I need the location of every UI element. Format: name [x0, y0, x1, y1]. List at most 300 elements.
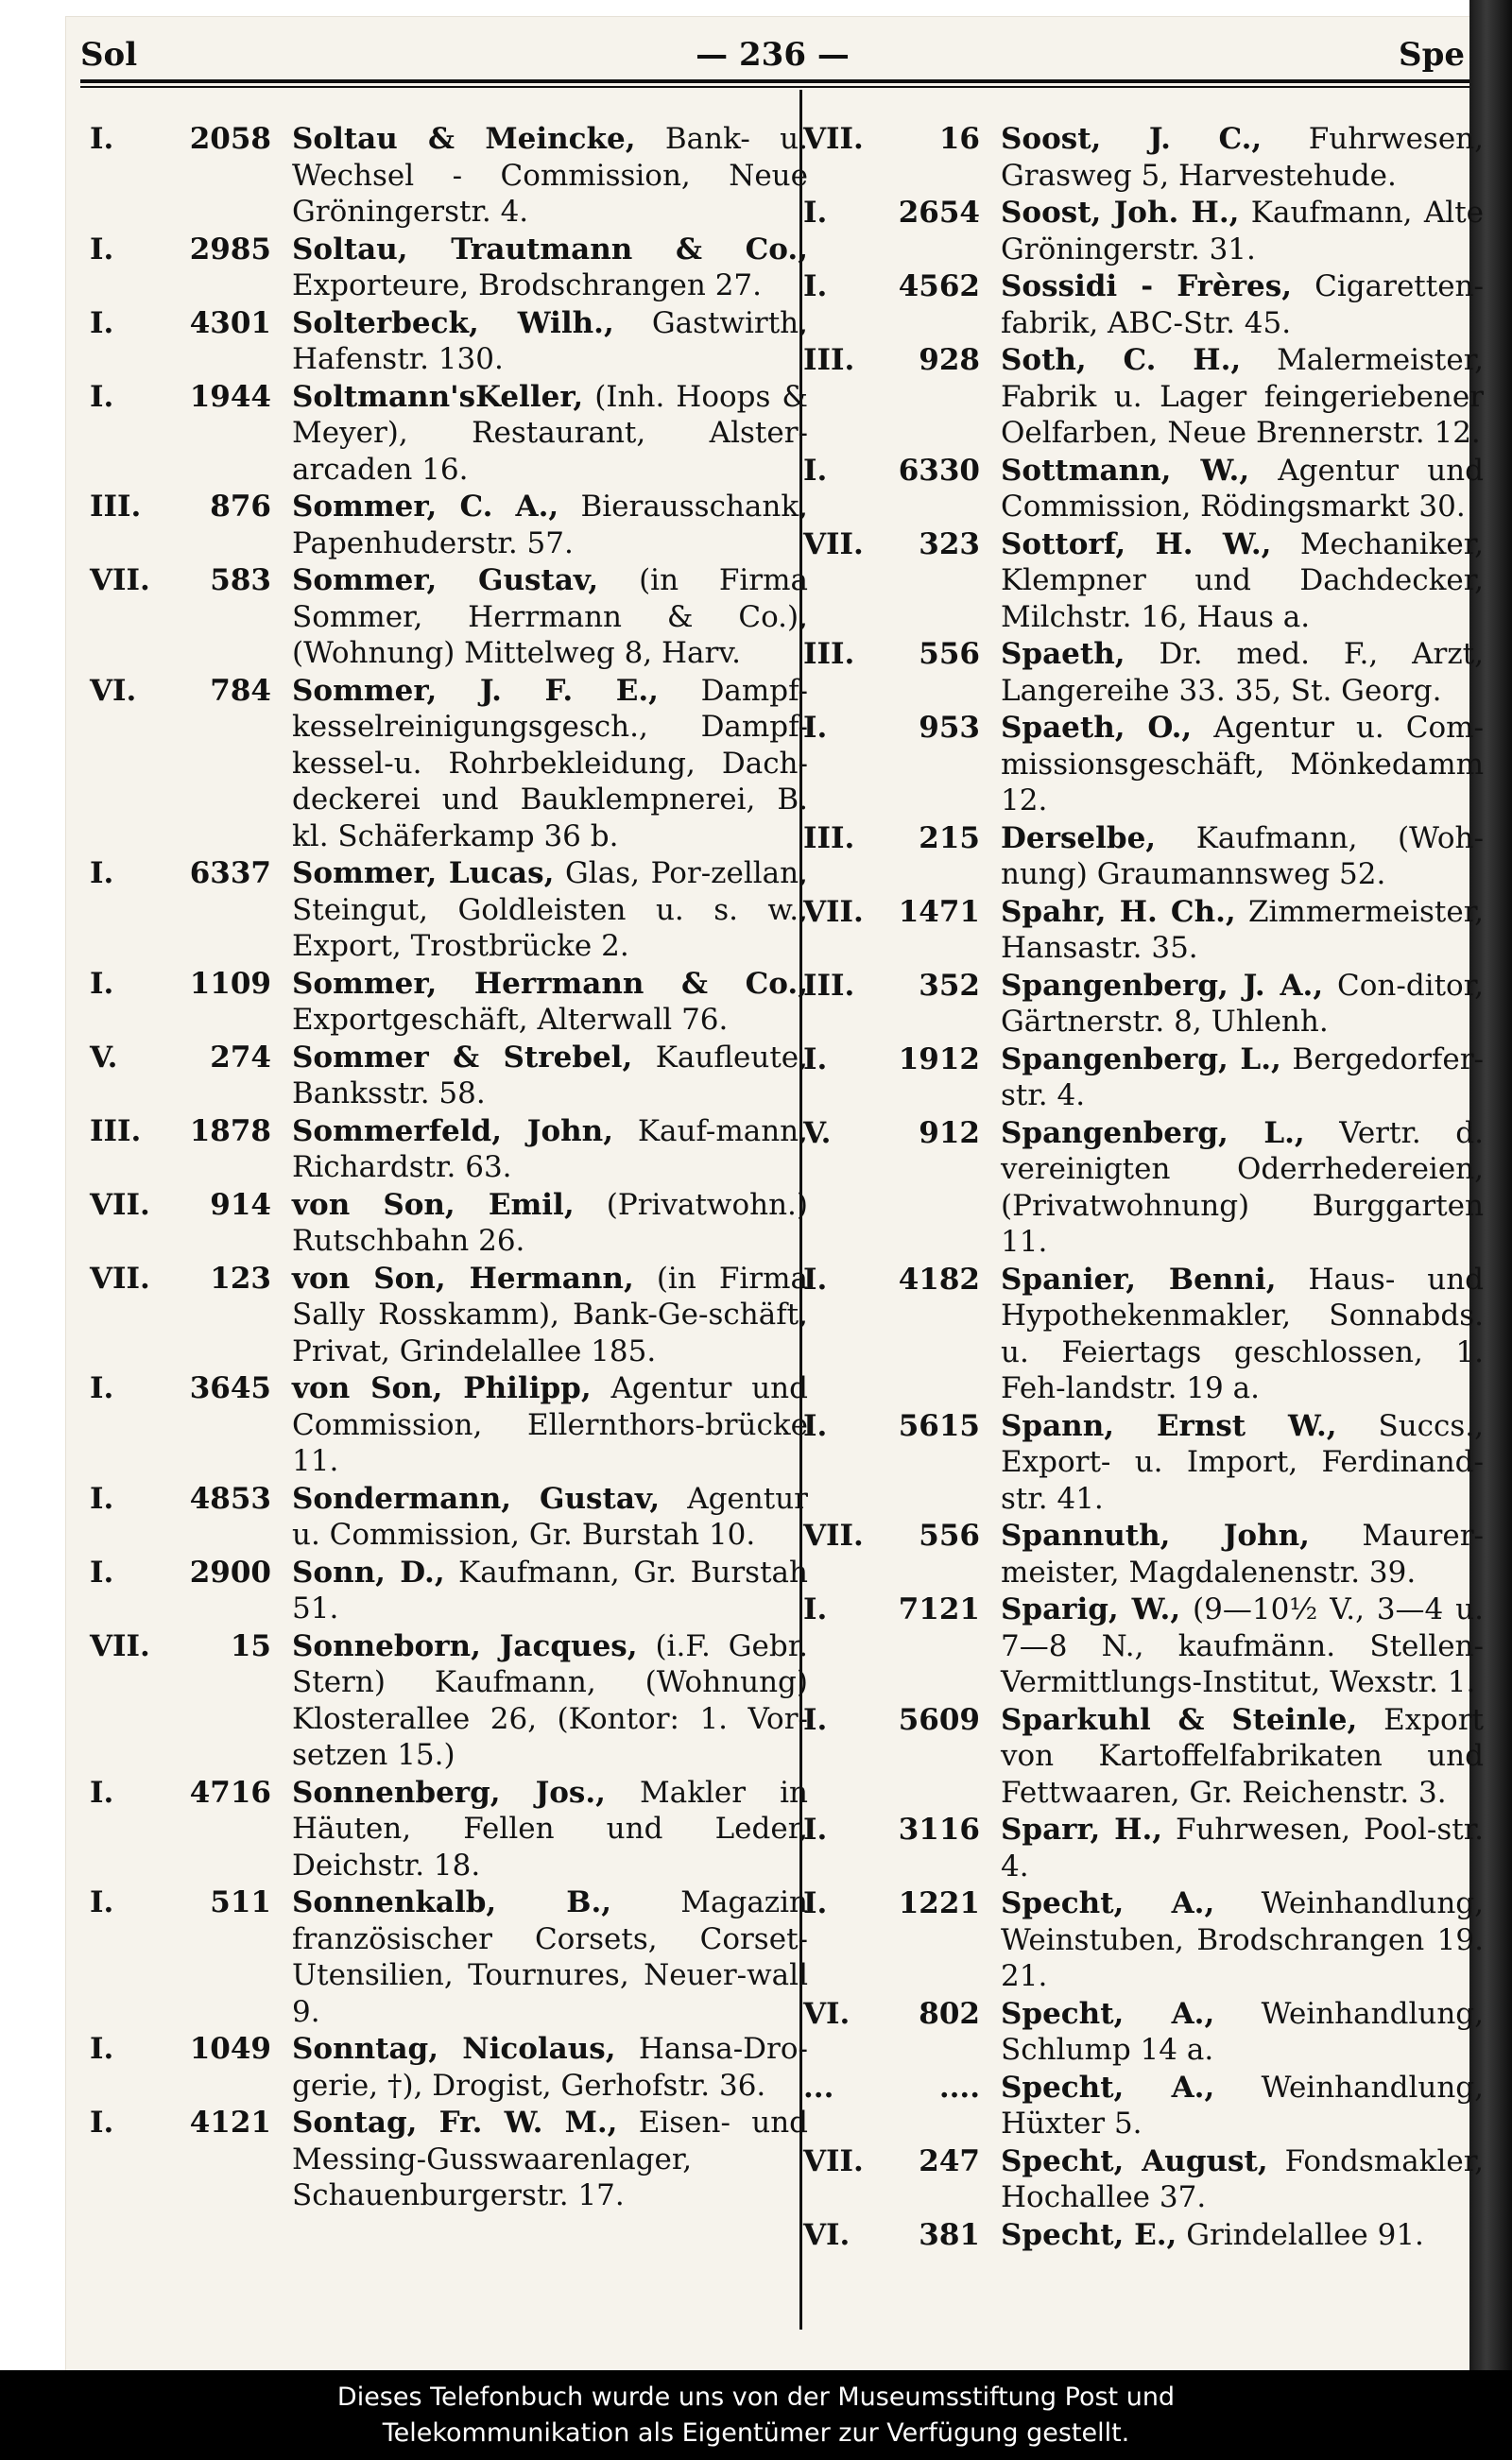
- directory-entry: [803, 195, 1484, 267]
- phone-number: [803, 453, 988, 525]
- entry-text: [988, 1885, 1484, 1995]
- footer-line-1: Dieses Telefonbuch wurde uns von der Museumsstiftung Post und: [336, 2383, 1176, 2412]
- directory-entry: [803, 2217, 1484, 2254]
- subscriber-details: Bierausschank, Papenhuderstr. 57.: [292, 490, 808, 560]
- subscriber-details: Export von Kartoffelfabrikaten und Fettwaaren, Gr. Reichenstr. 3.: [1001, 1702, 1484, 1810]
- exchange-district: I.: [90, 2106, 114, 2140]
- exchange-district: V.: [90, 1040, 118, 1075]
- exchange-district: VI.: [803, 2217, 850, 2252]
- line-number: 352: [919, 968, 980, 1003]
- subscriber-name: Sonnenkalb, B.,: [292, 1885, 612, 1919]
- exchange-district: VII.: [90, 563, 150, 597]
- directory-entry: [803, 1812, 1484, 1884]
- entry-text: [279, 121, 808, 231]
- line-number: 953: [919, 711, 980, 745]
- subscriber-details: Vertr. d. vereinigten Oderrhedereien, (Privatwohnung) Burggarten 11.: [1001, 1115, 1484, 1259]
- entry-text: [279, 232, 808, 304]
- line-number: 912: [919, 1115, 980, 1150]
- line-number: 4301: [189, 305, 271, 340]
- subscriber-details: Kaufmann, Alte Gröningerstr. 31.: [1001, 196, 1484, 267]
- subscriber-details: (in Firma Sommer, Herrmann & Co.), (Wohnung) Mittelweg 8, Harv.: [292, 563, 809, 670]
- line-number: 15: [230, 1628, 271, 1663]
- subscriber-name: Sparig, W.,: [1001, 1592, 1181, 1626]
- entry-text: [279, 2031, 808, 2104]
- directory-entry: [80, 232, 808, 304]
- line-number: 2900: [189, 1555, 271, 1590]
- entry-text: [279, 1628, 808, 1774]
- directory-entry: [80, 855, 808, 965]
- phone-number: [80, 1884, 279, 2030]
- phone-number: [80, 1555, 279, 1627]
- line-number: 1049: [189, 2032, 271, 2066]
- directory-entry: [803, 121, 1484, 194]
- subscriber-name: Sonntag, Nicolaus,: [292, 2032, 616, 2066]
- exchange-district: I.: [90, 2032, 114, 2066]
- subscriber-details: Gastwirth, Hafenstr. 130.: [292, 305, 808, 376]
- line-number: 5609: [898, 1702, 980, 1737]
- exchange-district: I.: [90, 856, 114, 890]
- exchange-district: VII.: [803, 122, 864, 156]
- subscriber-details: Cigaretten-fabrik, ABC-Str. 45.: [1001, 269, 1484, 340]
- header-right-keyword: Spe: [1399, 36, 1465, 74]
- line-number: 1944: [189, 379, 271, 414]
- directory-entry: [80, 562, 808, 672]
- subscriber-details: Agentur u. Commission, Gr. Burstah 10.: [292, 1481, 808, 1552]
- directory-entry: [80, 2105, 808, 2214]
- subscriber-details: Malermeister, Fabrik u. Lager feingeriebener Oelfarben, Neue Brennerstr. 12.: [1001, 343, 1484, 450]
- directory-entry: [803, 968, 1484, 1041]
- entry-text: [279, 305, 808, 378]
- header-rule: [80, 79, 1469, 83]
- subscriber-details: Fuhrwesen, Grasweg 5, Harvestehude.: [1001, 122, 1484, 193]
- directory-entry: [803, 2070, 1484, 2142]
- subscriber-details: Maurer-meister, Magdalenenstr. 39.: [1001, 1519, 1484, 1590]
- line-number: 323: [919, 526, 980, 561]
- subscriber-name: Sondermann, Gustav,: [292, 1481, 661, 1516]
- exchange-district: I.: [803, 1041, 828, 1076]
- exchange-district: VII.: [90, 1628, 150, 1663]
- directory-entry: [803, 526, 1484, 636]
- exchange-district: I.: [803, 453, 828, 488]
- exchange-district: I.: [803, 1813, 828, 1847]
- subscriber-name: Sottmann, W.,: [1001, 453, 1250, 488]
- exchange-district: I.: [90, 232, 114, 267]
- line-number: 4716: [189, 1775, 271, 1810]
- directory-entry: [80, 673, 808, 855]
- line-number: 784: [210, 673, 271, 708]
- phone-number: [803, 2070, 988, 2142]
- subscriber-name: Specht, August,: [1001, 2143, 1268, 2178]
- subscriber-details: (Privatwohn.) Rutschbahn 26.: [292, 1187, 808, 1258]
- subscriber-name: Solterbeck, Wilh.,: [292, 305, 614, 340]
- entry-text: [988, 2070, 1484, 2142]
- exchange-district: I.: [90, 122, 114, 156]
- phone-number: [803, 1041, 988, 1114]
- exchange-district: I.: [803, 1702, 828, 1737]
- phone-number: [80, 1775, 279, 1884]
- exchange-district: III.: [803, 637, 855, 671]
- phone-number: [803, 195, 988, 267]
- subscriber-name: Sontag, Fr. W. M.,: [292, 2106, 618, 2140]
- exchange-district: I.: [90, 966, 114, 1001]
- directory-entry: [80, 1775, 808, 1884]
- phone-number: [80, 1113, 279, 1186]
- subscriber-name: Spahr, H. Ch.,: [1001, 894, 1236, 929]
- phone-number: [803, 1518, 988, 1591]
- line-number: 123: [210, 1261, 271, 1296]
- line-number: 4182: [898, 1262, 980, 1297]
- subscriber-details: Agentur u. Com-missionsgeschäft, Mönkedamm 12.: [1001, 711, 1485, 817]
- entry-text: [279, 1113, 808, 1186]
- directory-entry: [803, 453, 1484, 525]
- line-number: 2985: [189, 232, 271, 267]
- line-number: 1878: [189, 1113, 271, 1148]
- subscriber-name: Sommerfeld, John,: [292, 1113, 614, 1148]
- subscriber-name: Sonneborn, Jacques,: [292, 1628, 638, 1663]
- entry-text: [988, 968, 1484, 1041]
- subscriber-details: Exportgeschäft, Alterwall 76.: [292, 1003, 729, 1037]
- phone-number: [803, 1996, 988, 2069]
- entry-text: [988, 2217, 1484, 2254]
- exchange-district: VII.: [90, 1261, 150, 1296]
- phone-number: [80, 562, 279, 672]
- exchange-district: I.: [90, 1555, 114, 1590]
- directory-entry: [803, 1996, 1484, 2069]
- exchange-district: I.: [803, 1408, 828, 1443]
- exchange-district: III.: [90, 1113, 142, 1148]
- subscriber-details: Weinhandlung, Schlump 14 a.: [1001, 1996, 1484, 2067]
- subscriber-details: Con-ditor, Gärtnerstr. 8, Uhlenh.: [1001, 968, 1484, 1039]
- phone-number: [803, 2143, 988, 2216]
- subscriber-details: Kaufmann, (Woh-nung) Graumannsweg 52.: [1001, 820, 1484, 891]
- exchange-district: III.: [803, 968, 855, 1003]
- phone-number: [803, 636, 988, 709]
- entry-text: [988, 1041, 1484, 1114]
- directory-entry: [803, 1408, 1484, 1518]
- entry-text: [988, 342, 1484, 452]
- subscriber-name: Sommer, J. F. E.,: [292, 673, 659, 708]
- directory-entry: [80, 1555, 808, 1627]
- subscriber-name: Soltau & Meincke,: [292, 122, 636, 156]
- line-number: 5615: [898, 1408, 980, 1443]
- phone-number: [803, 526, 988, 636]
- subscriber-name: Soth, C. H.,: [1001, 343, 1242, 377]
- line-number: 6330: [898, 453, 980, 488]
- entry-text: [279, 673, 808, 855]
- phone-number: [80, 2105, 279, 2214]
- phone-number: [80, 1628, 279, 1774]
- line-number: 1109: [189, 966, 271, 1001]
- directory-entry: [803, 1262, 1484, 1407]
- phone-number: [803, 342, 988, 452]
- line-number: 556: [919, 637, 980, 671]
- subscriber-details: Magazin französischer Corsets, Corset-Utensilien, Tournures, Neuer-wall 9.: [292, 1885, 809, 2029]
- subscriber-name: von Son, Philipp,: [292, 1371, 592, 1405]
- entry-text: [988, 1115, 1484, 1261]
- entry-text: [279, 855, 808, 965]
- subscriber-name: Spann, Ernst W.,: [1001, 1408, 1337, 1443]
- subscriber-name: Sonn, D.,: [292, 1555, 445, 1590]
- directory-entry: [80, 379, 808, 489]
- directory-entry: [80, 1040, 808, 1112]
- subscriber-details: Agentur und Commission, Rödingsmarkt 30.: [1001, 453, 1484, 524]
- subscriber-details: Haus- und Hypothekenmakler, Sonnabds. u. Feiertags geschlossen, 1. Feh-landstr. 19 a.: [1001, 1262, 1485, 1405]
- subscriber-details: Eisen- und Messing-Gusswaarenlager, Schauenburgerstr. 17.: [292, 2106, 808, 2212]
- directory-entry: [80, 1481, 808, 1554]
- subscriber-name: Sonnenberg, Jos.,: [292, 1775, 606, 1810]
- exchange-district: VI.: [90, 673, 137, 708]
- phone-number: [80, 1261, 279, 1370]
- entry-text: [988, 268, 1484, 341]
- subscriber-details: Bank- u. Wechsel - Commission, Neue Gröningerstr. 4.: [292, 122, 808, 229]
- subscriber-name: Derselbe,: [1001, 820, 1157, 855]
- directory-entry: [80, 1261, 808, 1370]
- subscriber-details: Kauf-mann, Richardstr. 63.: [292, 1113, 808, 1184]
- phone-number: [80, 1040, 279, 1112]
- phone-number: [803, 1262, 988, 1407]
- subscriber-name: Sparkuhl & Steinle,: [1001, 1702, 1358, 1737]
- subscriber-details: Zimmermeister, Hansastr. 35.: [1001, 894, 1484, 965]
- phone-number: [803, 268, 988, 341]
- entry-text: [279, 1775, 808, 1884]
- exchange-district: I.: [90, 1775, 114, 1810]
- subscriber-name: Spangenberg, L.,: [1001, 1115, 1305, 1150]
- directory-entry: [803, 1115, 1484, 1261]
- entry-text: [279, 489, 808, 561]
- line-number: 215: [919, 820, 980, 855]
- subscriber-details: (i.F. Gebr. Stern) Kaufmann, (Wohnung) Klosterallee 26, (Kontor: 1. Vor-setzen 15.): [292, 1628, 808, 1772]
- subscriber-name: Soost, J. C.,: [1001, 122, 1263, 156]
- subscriber-details: Exporteure, Brodschrangen 27.: [292, 268, 762, 302]
- directory-entry: [803, 636, 1484, 709]
- directory-entry: [803, 1885, 1484, 1995]
- subscriber-details: Succs., Export- u. Import, Ferdinand-str. 41.: [1001, 1408, 1484, 1516]
- subscriber-name: Specht, E.,: [1001, 2217, 1177, 2252]
- subscriber-details: Grindelallee 91.: [1186, 2217, 1424, 2252]
- entry-text: [279, 379, 808, 489]
- subscriber-name: Specht, A.,: [1001, 2070, 1215, 2105]
- phone-number: [803, 820, 988, 893]
- phone-number: [80, 855, 279, 965]
- subscriber-name: Spangenberg, L.,: [1001, 1041, 1281, 1076]
- subscriber-details: (Inh. Hoops & Meyer), Restaurant, Alster-arcaden 16.: [292, 379, 808, 487]
- entry-text: [988, 1408, 1484, 1518]
- phone-number: [803, 1115, 988, 1261]
- subscriber-name: Soost, Joh. H.,: [1001, 196, 1240, 230]
- line-number: 2654: [898, 196, 980, 230]
- phone-number: [803, 710, 988, 819]
- subscriber-name: Sommer, Gustav,: [292, 563, 599, 597]
- line-number: 928: [919, 343, 980, 377]
- line-number: 876: [210, 490, 271, 524]
- entry-text: [988, 121, 1484, 194]
- entry-text: [279, 1555, 808, 1627]
- line-number: 381: [919, 2217, 980, 2252]
- directory-entry: [803, 2143, 1484, 2216]
- page-number: — 236 —: [696, 36, 850, 74]
- entry-text: [988, 2143, 1484, 2216]
- entry-text: [988, 1996, 1484, 2069]
- left-column: [80, 121, 808, 2215]
- subscriber-name: Spangenberg, J. A.,: [1001, 968, 1324, 1003]
- entry-text: [988, 894, 1484, 967]
- entry-text: [279, 1040, 808, 1112]
- subscriber-name: Spanier, Benni,: [1001, 1262, 1277, 1297]
- line-number: 583: [210, 563, 271, 597]
- phone-number: [80, 489, 279, 561]
- phone-number: [80, 1481, 279, 1554]
- exchange-district: V.: [803, 1115, 832, 1150]
- subscriber-name: Soltau, Trautmann & Co.,: [292, 232, 808, 267]
- subscriber-name: Specht, A.,: [1001, 1996, 1215, 2031]
- subscriber-details: Kaufleute, Banksstr. 58.: [292, 1040, 808, 1110]
- exchange-district: I.: [803, 196, 828, 230]
- entry-text: [279, 1481, 808, 1554]
- exchange-district: III.: [90, 490, 142, 524]
- directory-entry: [80, 121, 808, 231]
- exchange-district: I.: [90, 1481, 114, 1516]
- subscriber-name: Spaeth,: [1001, 637, 1125, 671]
- header-rule-thin: [80, 86, 1469, 88]
- subscriber-details: Weinhandlung, Hüxter 5.: [1001, 2070, 1484, 2141]
- line-number: 247: [919, 2143, 980, 2178]
- exchange-district: VII.: [803, 894, 864, 929]
- subscriber-details: Dr. med. F., Arzt, Langereihe 33. 35, St. Georg.: [1001, 637, 1484, 708]
- directory-entry: [80, 2031, 808, 2104]
- exchange-district: I.: [90, 1371, 114, 1405]
- entry-text: [988, 636, 1484, 709]
- subscriber-details: Fondsmakler, Hochallee 37.: [1001, 2143, 1484, 2214]
- subscriber-name: Sparr, H.,: [1001, 1813, 1163, 1847]
- line-number: 3645: [189, 1371, 271, 1405]
- footer-line-2: Telekommunikation als Eigentümer zur Verfügung gestellt.: [382, 2418, 1130, 2448]
- phone-number: [803, 1702, 988, 1812]
- phone-number: [803, 968, 988, 1041]
- directory-entry: [803, 710, 1484, 819]
- subscriber-details: Bergedorfer-str. 4.: [1001, 1041, 1484, 1112]
- phone-number: [803, 1885, 988, 1995]
- line-number: 2058: [189, 122, 271, 156]
- directory-entry: [803, 1702, 1484, 1812]
- line-number: 4121: [189, 2106, 271, 2140]
- subscriber-details: Agentur und Commission, Ellernthors-brücke 11.: [292, 1371, 808, 1478]
- entry-text: [279, 562, 808, 672]
- entry-text: [988, 526, 1484, 636]
- phone-number: [80, 1370, 279, 1480]
- subscriber-name: Specht, A.,: [1001, 1886, 1215, 1920]
- subscriber-name: Sommer & Strebel,: [292, 1040, 633, 1075]
- page-header: [80, 30, 1465, 79]
- entry-text: [988, 1702, 1484, 1812]
- line-number: 274: [210, 1040, 271, 1075]
- directory-entry: [80, 1187, 808, 1260]
- phone-number: [803, 894, 988, 967]
- subscriber-details: Hansa-Dro-gerie, †), Drogist, Gerhofstr. 36.: [292, 2032, 808, 2103]
- phone-number: [803, 121, 988, 194]
- subscriber-name: Spaeth, O.,: [1001, 711, 1193, 745]
- subscriber-details: Fuhrwesen, Pool-str. 4.: [1001, 1813, 1484, 1884]
- directory-entry: [80, 489, 808, 561]
- line-number: 802: [919, 1996, 980, 2031]
- directory-entry: [80, 305, 808, 378]
- entry-text: [279, 1261, 808, 1370]
- entry-text: [988, 710, 1484, 819]
- subscriber-details: Makler in Häuten, Fellen und Leder, Deichstr. 18.: [292, 1775, 808, 1883]
- exchange-district: VII.: [803, 1519, 864, 1553]
- exchange-district: III.: [803, 343, 855, 377]
- line-number: 1912: [898, 1041, 980, 1076]
- entry-text: [988, 820, 1484, 893]
- entry-text: [988, 1591, 1484, 1701]
- subscriber-details: Mechaniker, Klempner und Dachdecker, Milchstr. 16, Haus a.: [1001, 526, 1484, 634]
- exchange-district: III.: [803, 820, 855, 855]
- right-column: [803, 121, 1484, 2254]
- line-number: 511: [210, 1885, 271, 1919]
- directory-entry: [80, 1370, 808, 1480]
- entry-text: [279, 966, 808, 1039]
- entry-text: [988, 453, 1484, 525]
- subscriber-name: Sommer, C. A.,: [292, 490, 559, 524]
- line-number: 3116: [898, 1813, 980, 1847]
- directory-entry: [803, 1041, 1484, 1114]
- exchange-district: VII.: [803, 526, 864, 561]
- directory-entry: [803, 894, 1484, 967]
- exchange-district: I.: [803, 1886, 828, 1920]
- subscriber-details: Weinhandlung, Weinstuben, Brodschrangen 19. 21.: [1001, 1886, 1484, 1993]
- line-number: 1471: [898, 894, 980, 929]
- phone-number: [803, 1812, 988, 1884]
- directory-entry: [803, 268, 1484, 341]
- line-number: 4853: [189, 1481, 271, 1516]
- exchange-district: I.: [803, 1262, 828, 1297]
- phone-number: [80, 1187, 279, 1260]
- exchange-district: I.: [803, 1592, 828, 1626]
- subscriber-name: Sossidi - Frères,: [1001, 269, 1293, 303]
- footer-notice: [0, 2370, 1512, 2460]
- line-number: 16: [938, 122, 980, 156]
- directory-entry: [80, 966, 808, 1039]
- phone-number: [80, 2031, 279, 2104]
- exchange-district: VI.: [803, 1996, 850, 2031]
- subscriber-details: Kaufmann, Gr. Burstah 51.: [292, 1555, 808, 1626]
- entry-text: [988, 195, 1484, 267]
- directory-entry: [80, 1628, 808, 1774]
- exchange-district: I.: [90, 379, 114, 414]
- exchange-district: I.: [803, 269, 828, 303]
- line-number: 4562: [898, 269, 980, 303]
- line-number: 556: [919, 1519, 980, 1553]
- exchange-district: VII.: [803, 2143, 864, 2178]
- phone-number: [80, 673, 279, 855]
- subscriber-name: von Son, Emil,: [292, 1187, 575, 1222]
- entry-text: [279, 1884, 808, 2030]
- entry-text: [988, 1518, 1484, 1591]
- phone-number: [80, 232, 279, 304]
- entry-text: [279, 1370, 808, 1480]
- phone-number: [80, 379, 279, 489]
- line-number: 6337: [189, 856, 271, 890]
- line-number: 914: [210, 1187, 271, 1222]
- phone-number: [80, 966, 279, 1039]
- subscriber-name: Sottorf, H. W.,: [1001, 526, 1272, 561]
- directory-entry: [803, 1591, 1484, 1701]
- subscriber-name: Sommer, Herrmann & Co.,: [292, 966, 808, 1001]
- line-number: ....: [938, 2070, 980, 2105]
- phone-number: [80, 305, 279, 378]
- directory-entry: [803, 342, 1484, 452]
- header-left-keyword: Sol: [80, 36, 138, 74]
- line-number: 7121: [898, 1592, 980, 1626]
